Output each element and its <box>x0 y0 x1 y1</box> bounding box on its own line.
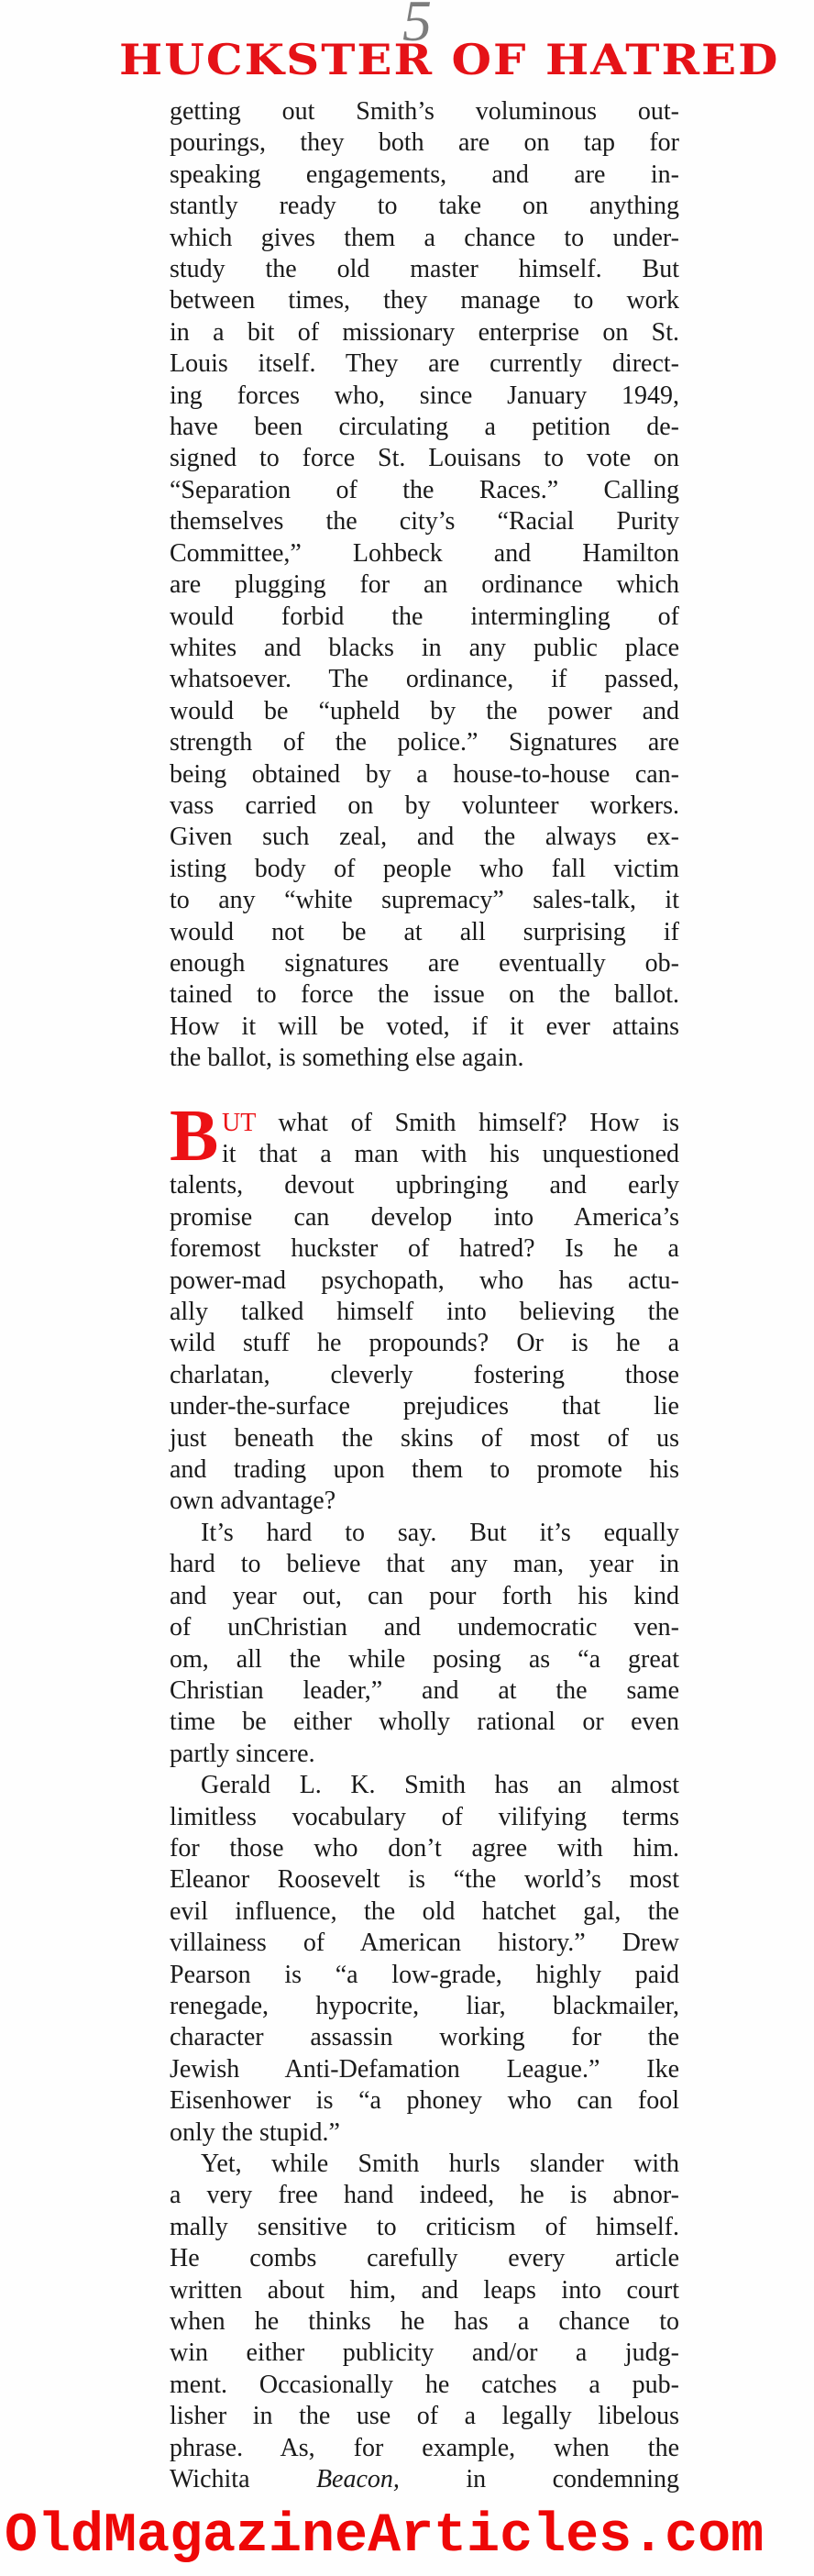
text-line: Jewish Anti-Defamation League.” Ike <box>170 2054 679 2084</box>
text-line: Given such zeal, and the always ex- <box>170 823 679 852</box>
text-line: are plugging for an ordinance which <box>170 570 679 600</box>
text-line: om, all the while posing as “a great <box>170 1644 679 1674</box>
text-line: have been circulating a petition de- <box>170 413 679 442</box>
text-line: under-the-surface prejudices that lie <box>170 1392 679 1421</box>
paragraph-hard-to-say <box>170 1518 679 1770</box>
text-line: tained to force the issue on the ballot. <box>170 980 679 1010</box>
text-line: would forbid the intermingling of <box>170 602 679 631</box>
text-line: whatsoever. The ordinance, if passed, <box>170 665 679 694</box>
text-line: strength of the police.” Signatures are <box>170 728 679 757</box>
text-line: limitless vocabulary of vilifying terms <box>170 1802 679 1831</box>
paragraph-slander <box>170 2149 679 2495</box>
text-line: of unChristian and undemocratic ven- <box>170 1613 679 1642</box>
text-line: Louis itself. They are currently direct- <box>170 349 679 379</box>
text-line <box>170 2464 679 2495</box>
text-line: Committee,” Lohbeck and Hamilton <box>170 538 679 568</box>
text-line: for those who don’t agree with him. <box>170 1833 679 1863</box>
text-line: Yet, while Smith hurls slander with <box>201 2150 679 2178</box>
text-line: isting body of people who fall victim <box>170 854 679 883</box>
text-line: Pearson is “a low-grade, highly paid <box>170 1960 679 1989</box>
text-line: talents, devout upbringing and early <box>170 1171 679 1200</box>
text-line: would not be at all surprising if <box>170 917 679 946</box>
paragraph-but-smith <box>170 1095 679 1518</box>
text-line: win either publicity and/or a judg- <box>170 2338 679 2368</box>
dropcap-initial: B <box>170 1095 219 1177</box>
text-line: a very free hand indeed, he is abnor- <box>170 2181 679 2210</box>
text-line: Christian leader,” and at the same <box>170 1675 679 1705</box>
text-line: power-mad psychopath, who has actu- <box>170 1266 679 1295</box>
text-line: ally talked himself into believing the <box>170 1298 679 1327</box>
paragraph-petition <box>170 96 679 1075</box>
text-line: themselves the city’s “Racial Purity <box>170 507 679 536</box>
text-line: partly sincere. <box>170 1739 315 1768</box>
text-line: getting out Smith’s voluminous out- <box>170 97 679 126</box>
article-title: HUCKSTER OF HATRED <box>119 35 780 85</box>
text-line: Gerald L. K. Smith has an almost <box>201 1771 679 1800</box>
text-line: hard to believe that any man, year in <box>170 1550 679 1579</box>
text-line: vass carried on by volunteer workers. <box>170 790 679 820</box>
page-number: 5 <box>402 0 432 53</box>
text-line: Eleanor Roosevelt is “the world’s most <box>170 1865 679 1895</box>
text-line: the ballot, is something else again. <box>170 1044 524 1073</box>
text-line: time be either wholly rational or even <box>170 1708 679 1737</box>
text-line: How it will be voted, if it ever attains <box>170 1012 679 1041</box>
text-line: He combs carefully every article <box>170 2244 679 2273</box>
wichita-post: in condemning <box>399 2465 680 2494</box>
text-line: foremost huckster of hatred? Is he a <box>170 1234 679 1264</box>
text-line: character assassin working for the <box>170 2023 679 2052</box>
text-line <box>170 1108 679 1139</box>
text-line: villainess of American history.” Drew <box>170 1929 679 1958</box>
text-line: between times, they manage to work <box>170 286 679 315</box>
text-line: when he thinks he has a chance to <box>170 2307 679 2337</box>
text-line: to any “white supremacy” sales-talk, it <box>170 886 679 915</box>
wichita-pre: Wichita <box>170 2465 316 2494</box>
text-line: stantly ready to take on anything <box>170 192 679 221</box>
text-line: It’s hard to say. But it’s equally <box>201 1518 679 1547</box>
dropcap-lead-caps: UT <box>222 1108 256 1137</box>
text-line: ing forces who, since January 1949, <box>170 381 679 410</box>
article-body-column <box>170 96 679 2495</box>
text-line: would be “upheld by the power and <box>170 696 679 725</box>
beacon-italic: Beacon, <box>315 2465 400 2494</box>
text-line: phrase. As, for example, when the <box>170 2433 679 2462</box>
text-line: promise can develop into America’s <box>170 1202 679 1232</box>
text-line: and year out, can pour forth his kind <box>170 1581 679 1610</box>
text-line: own advantage? <box>170 1487 336 1516</box>
paragraph-vilifying-terms <box>170 1770 679 2149</box>
text-line: mally sensitive to criticism of himself. <box>170 2212 679 2241</box>
text-line: charlatan, cleverly fostering those <box>170 1360 679 1389</box>
text-line: “Separation of the Races.” Calling <box>170 475 679 504</box>
text-line: pourings, they both are on tap for <box>170 128 679 158</box>
text-line: which gives them a chance to under- <box>170 223 679 252</box>
text-line: enough signatures are eventually ob- <box>170 948 679 978</box>
watermark-logo: OldMagazineArticles.com <box>5 2505 764 2568</box>
text-line: Eisenhower is “a phoney who can fool <box>170 2086 679 2116</box>
text-line: whites and blacks in any public place <box>170 633 679 662</box>
text-line: it that a man with his unquestioned <box>222 1140 679 1168</box>
text-line: being obtained by a house-to-house can- <box>170 759 679 789</box>
text-line: ment. Occasionally he catches a pub- <box>170 2370 679 2399</box>
text-line: in a bit of missionary enterprise on St. <box>170 317 679 347</box>
paragraph-but-smith-lines <box>170 1139 679 1518</box>
lead-line-text: what of Smith himself? How is <box>255 1108 679 1137</box>
text-line: only the stupid.” <box>170 2117 340 2147</box>
text-line: study the old master himself. But <box>170 255 679 284</box>
text-line: and trading upon them to promote his <box>170 1455 679 1485</box>
text-line: renegade, hypocrite, liar, blackmailer, <box>170 1991 679 2020</box>
text-line: speaking engagements, and are in- <box>170 160 679 189</box>
text-line: written about him, and leaps into court <box>170 2275 679 2305</box>
text-line: just beneath the skins of most of us <box>170 1423 679 1453</box>
text-line: evil influence, the old hatchet gal, the <box>170 1896 679 1926</box>
text-line: wild stuff he propounds? Or is he a <box>170 1329 679 1358</box>
text-line: signed to force St. Louisans to vote on <box>170 444 679 473</box>
text-line: lisher in the use of a legally libelous <box>170 2402 679 2431</box>
paragraph-slander-lines <box>170 2149 679 2464</box>
